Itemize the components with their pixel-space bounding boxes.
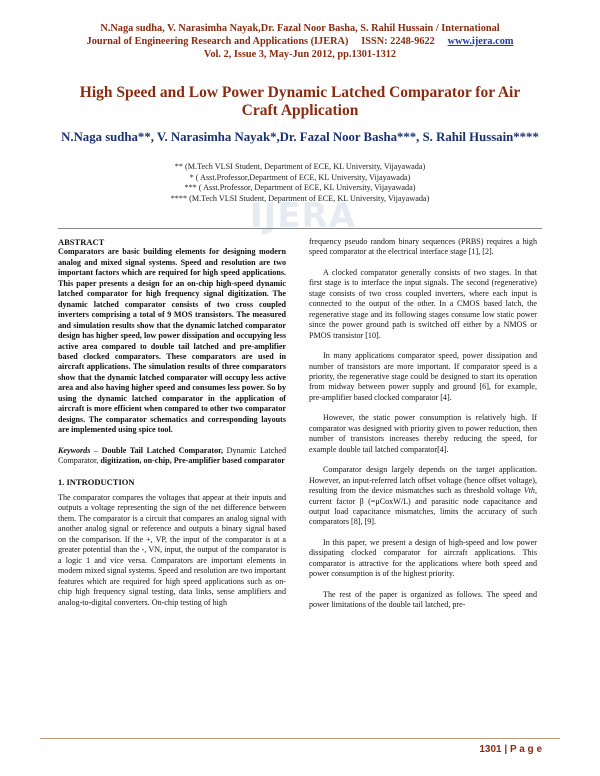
body-paragraph: A clocked comparator generally consists of two stages. In that first stage is to interface the input signals. The second (regenerative) stage consists of two cross coupled inverters, where each input is connected to the output of the other. In a CMOS based latch, the regenerative stage and its following stages consume low static power since the power ground path is switched off either by a NMOS or PMOS transistor [10]. [309,267,537,340]
affiliation-line: ** (M.Tech VLSI Student, Department of ECE, KL University, Vijayawada) [174,162,426,171]
body-paragraph: In many applications comparator speed, power dissipation and number of transistors are more important. If comparator speed is a priority, the regenerative stage could be designed to start its operation from midway between power supply and ground [6], for example, pre-amplifier based clocked comparator [4]. [309,351,537,402]
threshold-voltage-symbol: Vth [523,486,535,496]
keyword-item: digitization, on-chip, Pre-amplifier based comparator [100,456,285,466]
header-volume-line: Vol. 2, Issue 3, May-Jun 2012, pp.1301-1312 [203,49,397,60]
introduction-heading: 1. INTRODUCTION [58,476,135,487]
header-journal-name: Journal of Engineering Research and Applications (IJERA) [86,36,349,47]
body-paragraph: frequency pseudo random binary sequences (PRBS) requires a high speed comparator at the electrical interface stage [1], [2]. [309,237,537,257]
paper-authors: N.Naga sudha**, V. Narasimha Nayak*,Dr. Fazal Noor Basha***, S. Rahil Hussain**** [61,130,539,144]
body-paragraph: In this paper, we present a design of high-speed and low power dissipating clocked comparator for aircraft applications. This comparator is attractive for the applications where both speed and power consumption is of the highest priority. [309,537,537,579]
footer-divider [40,738,560,739]
paper-title: High Speed and Low Power Dynamic Latched Comparator for Air Craft Application [79,84,521,119]
body-paragraph: However, the static power consumption is relatively high. If comparator was designed with priority given to power reduction, then number of transistors increases thereby reducing the speed, for example double tail latched comparator[4]. [309,413,537,454]
header-journal-line [40,35,560,48]
affiliation-line: **** (M.Tech VLSI Student, Department of ECE, KL University, Vijayawada) [170,193,430,203]
introduction-paragraph: The comparator compares the voltages that appear at their inputs and outputs a voltage representing the sign of the net difference between them. The comparator is a circuit that compares an analog signal with another analog signal or reference and outputs a binary signal based on the comparison. If the +, VP, the input of the comparator is at a greater potential than the -, VN, input, the output of the comparator is a logic 1 and vice versa. Comparators are important elements in modern mixed signal systems. Speed and resolution are two important features which are required for high speed applications such as on-chip high frequency signal testing, data links, sense amplifiers and analog-to-digital converters. On-chip testing of high [58,492,286,607]
body-paragraph: Comparator design largely depends on the target application. However, an input-referred latch offset voltage (hence offset voltage), resulting from the device mismatches such as threshold voltage Vth, current factor β (=μCoxW/L) and parasitic node capacitance and output load capacitance mismatches, limits the accuracy of such comparators [8], [9]. [309,465,537,527]
affiliation-line: *** ( Asst.Professor, Department of ECE, KL University, Vijayawada) [184,183,416,192]
header-journal-url[interactable]: www.ijera.com [447,36,514,47]
keyword-item: Dynamic Latched Comparator, [58,445,287,466]
page-number: 1301 | P a g e [479,744,542,755]
body-paragraph: The rest of the paper is organized as follows. The speed and power limitations of the double tail latched, pre- [309,589,537,610]
header-divider [58,228,542,229]
abstract-body: Comparators are basic building elements for designing modern analog and mixed signal systems. Speed and resolution are two important factors which are required for high speed applications. This paper presents a design for an on-chip high-speed dynamic latched comparator for high frequency signal digitization. The dynamic latched comparator consists of two cross coupled inverters comprising a total of 9 MOS transistors. The measured and simulation results show that the dynamic latched comparator design has higher speed, low power dissipation and occupying less active area compared to double tail latched and pre-amplifier based clocked comparators. These comparators are used in aircraft applications. The simulation results of three comparators show that the dynamic latched comparator will occupy less active area and also having higher speed and consumes less power. So by using the dynamic latched comparator in the application of aircraft is more efficient when compared to other two comparator designs. The comparator schematics and corresponding layouts are implemented using spice tool. [58,247,286,435]
header-issn: ISSN: 2248-9622 [361,36,435,47]
keywords-label: Keywords [58,445,91,455]
keywords-paragraph: Keywords – Double Tail Latched Comparator, Dynamic Latched Comparator, digitization, on-chip, Pre-amplifier based comparator [58,445,287,466]
ijera-watermark: IJERA [250,196,357,236]
right-column [309,237,537,611]
journal-header [40,22,560,61]
keyword-item: Double Tail Latched Comparator, [101,445,224,455]
affiliation-line: * ( Asst.Professor,Department of ECE, KL University, Vijayawada) [189,172,411,182]
left-column [58,237,286,608]
header-authors-line: N.Naga sudha, V. Narasimha Nayak,Dr. Fazal Noor Basha, S. Rahil Hussain / International [100,23,500,34]
abstract-heading: ABSTRACT [58,237,105,247]
